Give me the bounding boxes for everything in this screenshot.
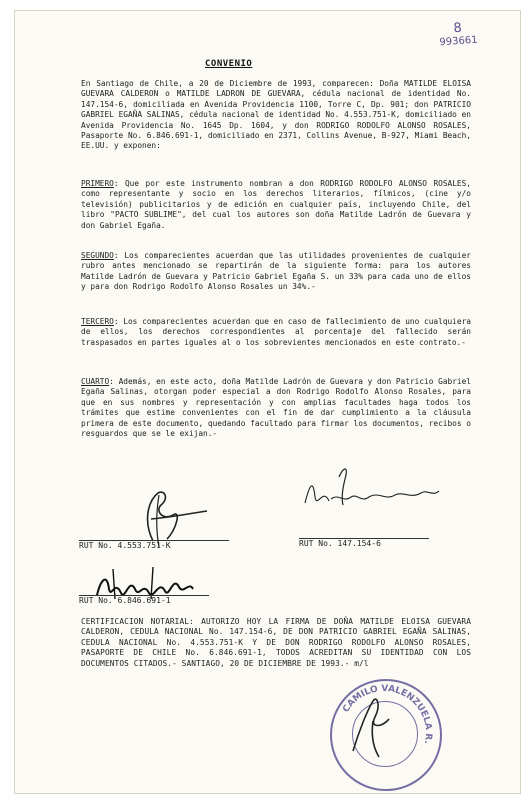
clause-text: : Además, en este acto, doña Matilde Ladrón de Guevara y don Patricio Gabriel Egaña Salinas, otorgan poder especial a don Rodrigo Rodolfo Alonso Rosales, para que en sus nombres y representación y con amplias facultades haga todos los trámites que estime convenientes con el fin de dar cumplimiento a la cláusula primera de este documento, quedando facultado para firmar los documentos, recibos o resguardos que se le exijan.- <box>81 377 476 439</box>
notary-signature <box>343 691 403 761</box>
clause-cuarto <box>81 377 476 439</box>
clause-label: PRIMERO <box>81 179 114 188</box>
notarial-certification: CERTIFICACION NOTARIAL: AUTORIZO HOY LA FIRMA DE DOÑA MATILDE ELOISA GUEVARA CALDERON, CEDULA NACIONAL No. 147.154-6, DE DON PATRICIO GABRIEL EGAÑA SALINAS, CEDULA NACIONAL No. 4.553.751-K Y DE DON RODRIGO RODOLFO ALONSO ROSALES, PASAPORTE DE CHILE No. 6.846.691-1, TODOS ACREDITAN SU IDENTIDAD CON LOS DOCUMENTOS CITADOS.- SANTIAGO, 20 DE DICIEMBRE DE 1993.- m/l <box>81 617 476 668</box>
clause-text: : Los comparecientes acuerdan que las utilidades provenientes de cualquier rubro antes mencionado se repartirán de la siguiente forma: para los autores Matilde Ladrón de Guevara y Patricio Gabriel Egaña S. un 33% para cada uno de ellos y para don Rodrigo Rodolfo Alonso Rosales un 34%.- <box>81 251 476 292</box>
clause-tercero <box>81 317 476 348</box>
archive-annotation <box>437 20 479 49</box>
clause-label: SEGUNDO <box>81 251 114 260</box>
clause-text: : Los comparecientes acuerdan que en caso de fallecimiento de uno cualquiera de ellos, los derechos correspondientes al porcentaje del fallecido serán traspasados en partes iguales al o los sobrevientes mencionados en este contrato.- <box>81 317 476 347</box>
rut-alonso: RUT No. 6.846.691-1 <box>79 596 171 605</box>
archive-number: 8 <box>452 20 463 37</box>
document-page <box>14 10 521 794</box>
archive-code: 993661 <box>439 34 478 49</box>
clause-label: CUARTO <box>81 377 110 386</box>
clause-label: TERCERO <box>81 317 114 326</box>
clause-primero <box>81 179 476 231</box>
stamp-text: CAMILO VALENZUELA R. <box>341 683 434 745</box>
rut-egana: RUT No. 4.553.751-K <box>79 541 171 550</box>
signature-guevara <box>299 457 449 517</box>
clause-segundo <box>81 251 476 293</box>
clause-text: : Que por este instrumento nombran a don RODRIGO RODOLFO ALONSO ROSALES, como representante y socio en los derechos literarios, fílmicos, (cine y/o televisión) publicitarios y de edición en cualquier país, incluyendo Chile, del libro "PACTO SUBLIME", del cual los autores son doña Matilde Ladrón de Guevara y don Gabriel Egaña. <box>81 179 476 230</box>
intro-paragraph: En Santiago de Chile, a 20 de Diciembre de 1993, comparecen: Doña MATILDE ELOISA GUEVARA CALDERON o MATILDE LADRON DE GUEVARA, cédula nacional de identidad No. 147.154-6, domiciliada en Avenida Providencia 1100, Torre C, Dp. 901; don PATRICIO GABRIEL EGAÑA SALINAS, cédula nacional de identidad No. 4.553.751-K, domiciliado en Avenida Providencia No. 1645 Dp. 1604, y don RODRIGO RODOLFO ALONSO ROSALES, Pasaporte No. 6.846.691-1, domiciliado en 2371, Collins Avenue, B-927, Miami Beach, EE.UU. y exponen: <box>81 79 476 151</box>
document-title: CONVENIO <box>205 59 253 69</box>
rut-guevara: RUT No. 147.154-6 <box>299 539 381 548</box>
